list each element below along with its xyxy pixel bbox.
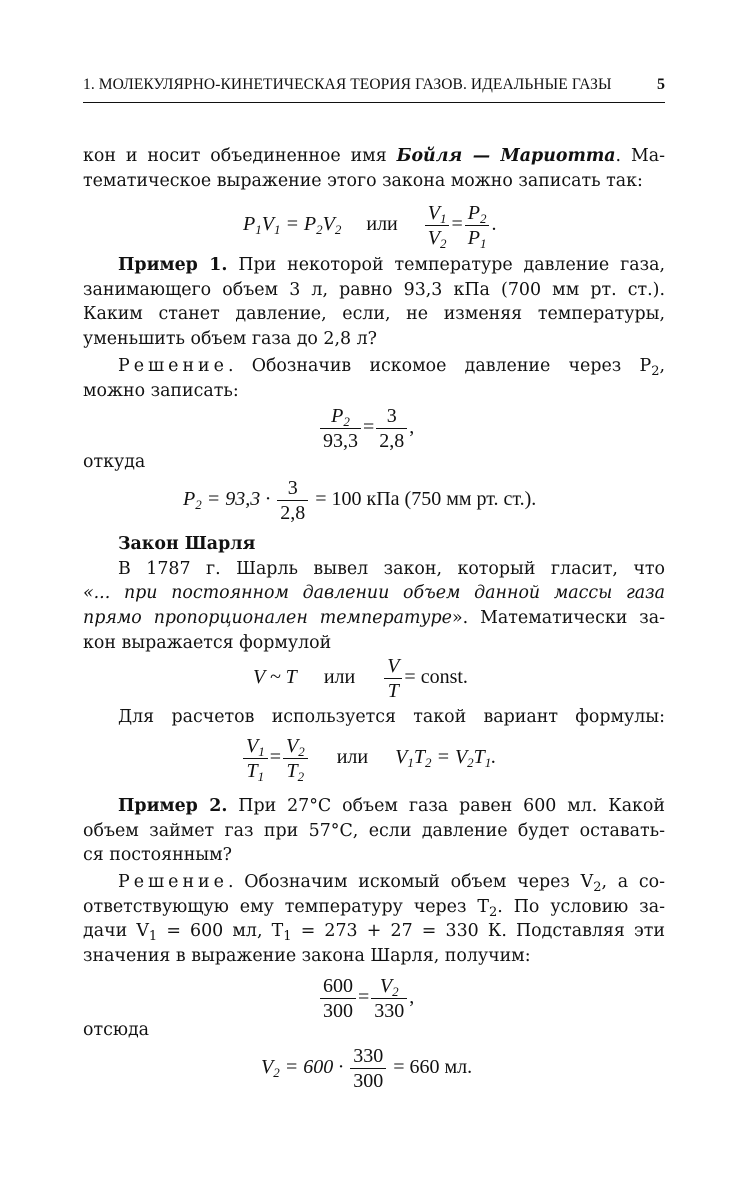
solution-label: Решение — [118, 356, 228, 376]
solution-label: Решение — [118, 872, 228, 892]
solution-2 — [83, 870, 665, 969]
text-line: Каким станет давление, если, не изменяя температуры, — [83, 304, 665, 325]
solution-1-result: $P_2 = 93,3$ · $\frac{3}{2,8}$ = 100 кПа (750 мм рт. ст.). — [183, 477, 537, 524]
solution-1 — [83, 354, 665, 403]
charles-section — [83, 532, 665, 656]
solution-1-equation: $\frac{P_2}{93,3}$ = $\frac{3}{2,8}$ , — [318, 405, 414, 452]
charles-variant-intro — [83, 705, 665, 730]
text-line: тематическое выражение этого закона можно записать так: — [83, 170, 643, 191]
running-header — [83, 76, 665, 103]
text-line: занимающего объем 3 л, равно 93,3 кПа (700 мм рт. ст.). — [83, 279, 665, 300]
whence-1: откуда — [83, 452, 146, 472]
text-line: кон и носит объединенное имя Бойля — Мариотта. Ма- — [83, 146, 666, 166]
intro-paragraph — [83, 144, 665, 193]
section-heading: Закон Шарля — [118, 534, 256, 554]
text-line: В 1787 г. Шарль вывел закон, который гласит, что — [118, 558, 665, 579]
chapter-title: 1. МОЛЕКУЛЯРНО-КИНЕТИЧЕСКАЯ ТЕОРИЯ ГАЗОВ. ИДЕАЛЬНЫЕ ГАЗЫ — [83, 76, 612, 93]
charles-formula: V ~ T или $\frac{V}{T}$ = const. — [253, 655, 468, 702]
text-line: уменьшить объем газа до 2,8 л? — [83, 329, 377, 350]
solution-2-result: $V_2 = 600$ · $\frac{330}{300}$ = 660 мл. — [261, 1045, 473, 1092]
text-line: прямо пропорционален температуре». Математически за- — [83, 608, 665, 629]
solution-2-equation: $\frac{600}{300}$ = $\frac{V_2}{330}$ , — [318, 975, 414, 1022]
text-line: Для расчетов используется такой вариант формулы: — [118, 707, 665, 727]
example-2 — [83, 794, 665, 868]
text-line: Пример 1. При некоторой температуре давление газа, — [118, 255, 665, 275]
text-line: объем займет газ при 57°С, если давление будет оставать- — [83, 820, 665, 841]
text-line: Решение. Обозначив искомое давление через $P_2$, — [118, 356, 665, 379]
text-line: значения в выражение закона Шарля, получим: — [83, 946, 531, 967]
text-line: кон выражается формулой — [83, 632, 332, 653]
example-label: Пример 1. — [118, 255, 228, 275]
example-1 — [83, 253, 665, 352]
example-label: Пример 2. — [118, 796, 228, 816]
charles-variant-formula: $\frac{V_1}{T_1}$ = $\frac{V_2}{T_2}$ или $V_1T_2 = V_2T_1$. — [241, 735, 496, 782]
page-number: 5 — [657, 76, 665, 93]
text-line: дачи $V_1 = 600$ мл, $T_1 = 273 + 27 = 330$ К. Подставляя эти — [83, 921, 665, 945]
law-name: Бойля — Мариотта — [396, 146, 616, 166]
text-line: ся постоянным? — [83, 845, 232, 866]
text-line: ответствующую ему температуру через $T_2$. По условию за- — [83, 896, 665, 920]
text-line: можно записать: — [83, 380, 239, 401]
text-line: Пример 2. При 27°С объем газа равен 600 мл. Какой — [118, 796, 665, 816]
whence-2: отсюда — [83, 1020, 150, 1040]
boyle-mariotte-formula: $P_1V_1 = P_2V_2$ или $\frac{V_1}{V_2}$ = $\frac{P_2}{P_1}$ . — [243, 202, 497, 251]
text-line: «... при постоянном давлении объем данной массы газа — [83, 583, 665, 604]
text-line: Решение. Обозначим искомый объем через $V_2$, а со- — [118, 872, 665, 895]
